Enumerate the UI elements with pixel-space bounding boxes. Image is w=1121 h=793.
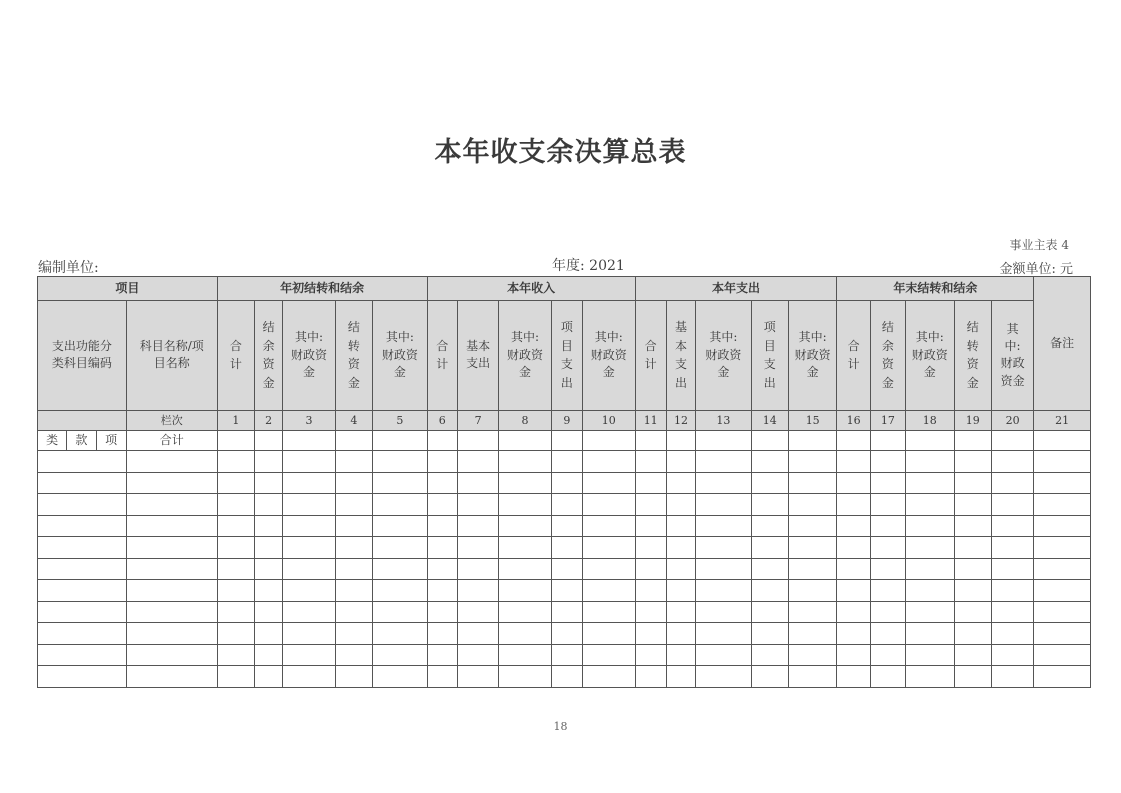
table-row bbox=[38, 515, 1091, 537]
col-number: 5 bbox=[373, 411, 428, 430]
col-number: 16 bbox=[837, 411, 870, 430]
table-row bbox=[38, 644, 1091, 666]
col-number: 13 bbox=[696, 411, 752, 430]
col-13-header: 其中:财政资金 bbox=[696, 300, 752, 411]
col-14-header: 项目支出 bbox=[751, 300, 788, 411]
col-7-header: 基本支出 bbox=[457, 300, 498, 411]
col-4-header: 结转资金 bbox=[335, 300, 372, 411]
col-number: 12 bbox=[666, 411, 695, 430]
total-label-cell: 合计 bbox=[126, 430, 217, 451]
col-19-header: 结转资金 bbox=[954, 300, 991, 411]
col-number: 6 bbox=[427, 411, 457, 430]
col-8-header: 其中:财政资金 bbox=[499, 300, 551, 411]
page-number: 18 bbox=[553, 720, 568, 733]
col-number: 8 bbox=[499, 411, 551, 430]
closing-balance-header: 年末结转和结余 bbox=[837, 277, 1034, 301]
class-cell: 类 bbox=[38, 430, 67, 451]
col-number: 7 bbox=[457, 411, 498, 430]
table-row bbox=[38, 666, 1091, 688]
col-20-header: 其中:财政资金 bbox=[991, 300, 1033, 411]
col-3-header: 其中:财政资金 bbox=[283, 300, 335, 411]
col-number: 20 bbox=[991, 411, 1033, 430]
form-number: 事业主表 4 bbox=[1009, 238, 1069, 252]
opening-balance-header: 年初结转和结余 bbox=[217, 277, 427, 301]
remarks-header: 备注 bbox=[1034, 277, 1091, 411]
table-row bbox=[38, 472, 1091, 494]
col-number: 18 bbox=[906, 411, 954, 430]
subject-name-header: 科目名称/项目名称 bbox=[126, 300, 217, 411]
col-number: 15 bbox=[788, 411, 836, 430]
col-number: 3 bbox=[283, 411, 335, 430]
col-number: 2 bbox=[255, 411, 283, 430]
col-16-header: 合计 bbox=[837, 300, 870, 411]
col-1-header: 合计 bbox=[217, 300, 254, 411]
table-row bbox=[38, 623, 1091, 645]
page-title: 本年收支余决算总表 bbox=[434, 137, 687, 168]
col-number: 9 bbox=[551, 411, 582, 430]
col-15-header: 其中:财政资金 bbox=[788, 300, 836, 411]
row-number-blank bbox=[38, 411, 127, 430]
table-row bbox=[38, 537, 1091, 559]
compiling-unit-label: 编制单位: bbox=[38, 260, 99, 276]
section-cell: 款 bbox=[67, 430, 96, 451]
function-code-header: 支出功能分类科目编码 bbox=[38, 300, 127, 411]
col-number: 17 bbox=[870, 411, 905, 430]
col-number: 10 bbox=[583, 411, 636, 430]
col-6-header: 合计 bbox=[427, 300, 457, 411]
col-number: 1 bbox=[217, 411, 254, 430]
project-header: 项目 bbox=[38, 277, 218, 301]
table-row bbox=[38, 601, 1091, 623]
col-9-header: 项目支出 bbox=[551, 300, 582, 411]
col-number: 21 bbox=[1034, 411, 1091, 430]
expense-header: 本年支出 bbox=[635, 277, 837, 301]
col-number: 11 bbox=[635, 411, 666, 430]
money-unit-label: 金额单位: 元 bbox=[999, 262, 1073, 277]
col-11-header: 合计 bbox=[635, 300, 666, 411]
table-row bbox=[38, 494, 1091, 516]
table-row bbox=[38, 558, 1091, 580]
col-2-header: 结余资金 bbox=[255, 300, 283, 411]
col-number: 19 bbox=[954, 411, 991, 430]
income-header: 本年收入 bbox=[427, 277, 635, 301]
col-12-header: 基本支出 bbox=[666, 300, 695, 411]
row-number-label: 栏次 bbox=[126, 411, 217, 430]
col-10-header: 其中:财政资金 bbox=[583, 300, 636, 411]
col-18-header: 其中:财政资金 bbox=[906, 300, 954, 411]
table-row bbox=[38, 451, 1091, 473]
item-cell: 项 bbox=[96, 430, 126, 451]
final-accounts-table bbox=[37, 276, 1091, 688]
col-number: 4 bbox=[335, 411, 372, 430]
table-row bbox=[38, 580, 1091, 602]
col-number: 14 bbox=[751, 411, 788, 430]
col-17-header: 结余资金 bbox=[870, 300, 905, 411]
col-5-header: 其中:财政资金 bbox=[373, 300, 428, 411]
year-label: 年度: 2021 bbox=[552, 258, 625, 274]
